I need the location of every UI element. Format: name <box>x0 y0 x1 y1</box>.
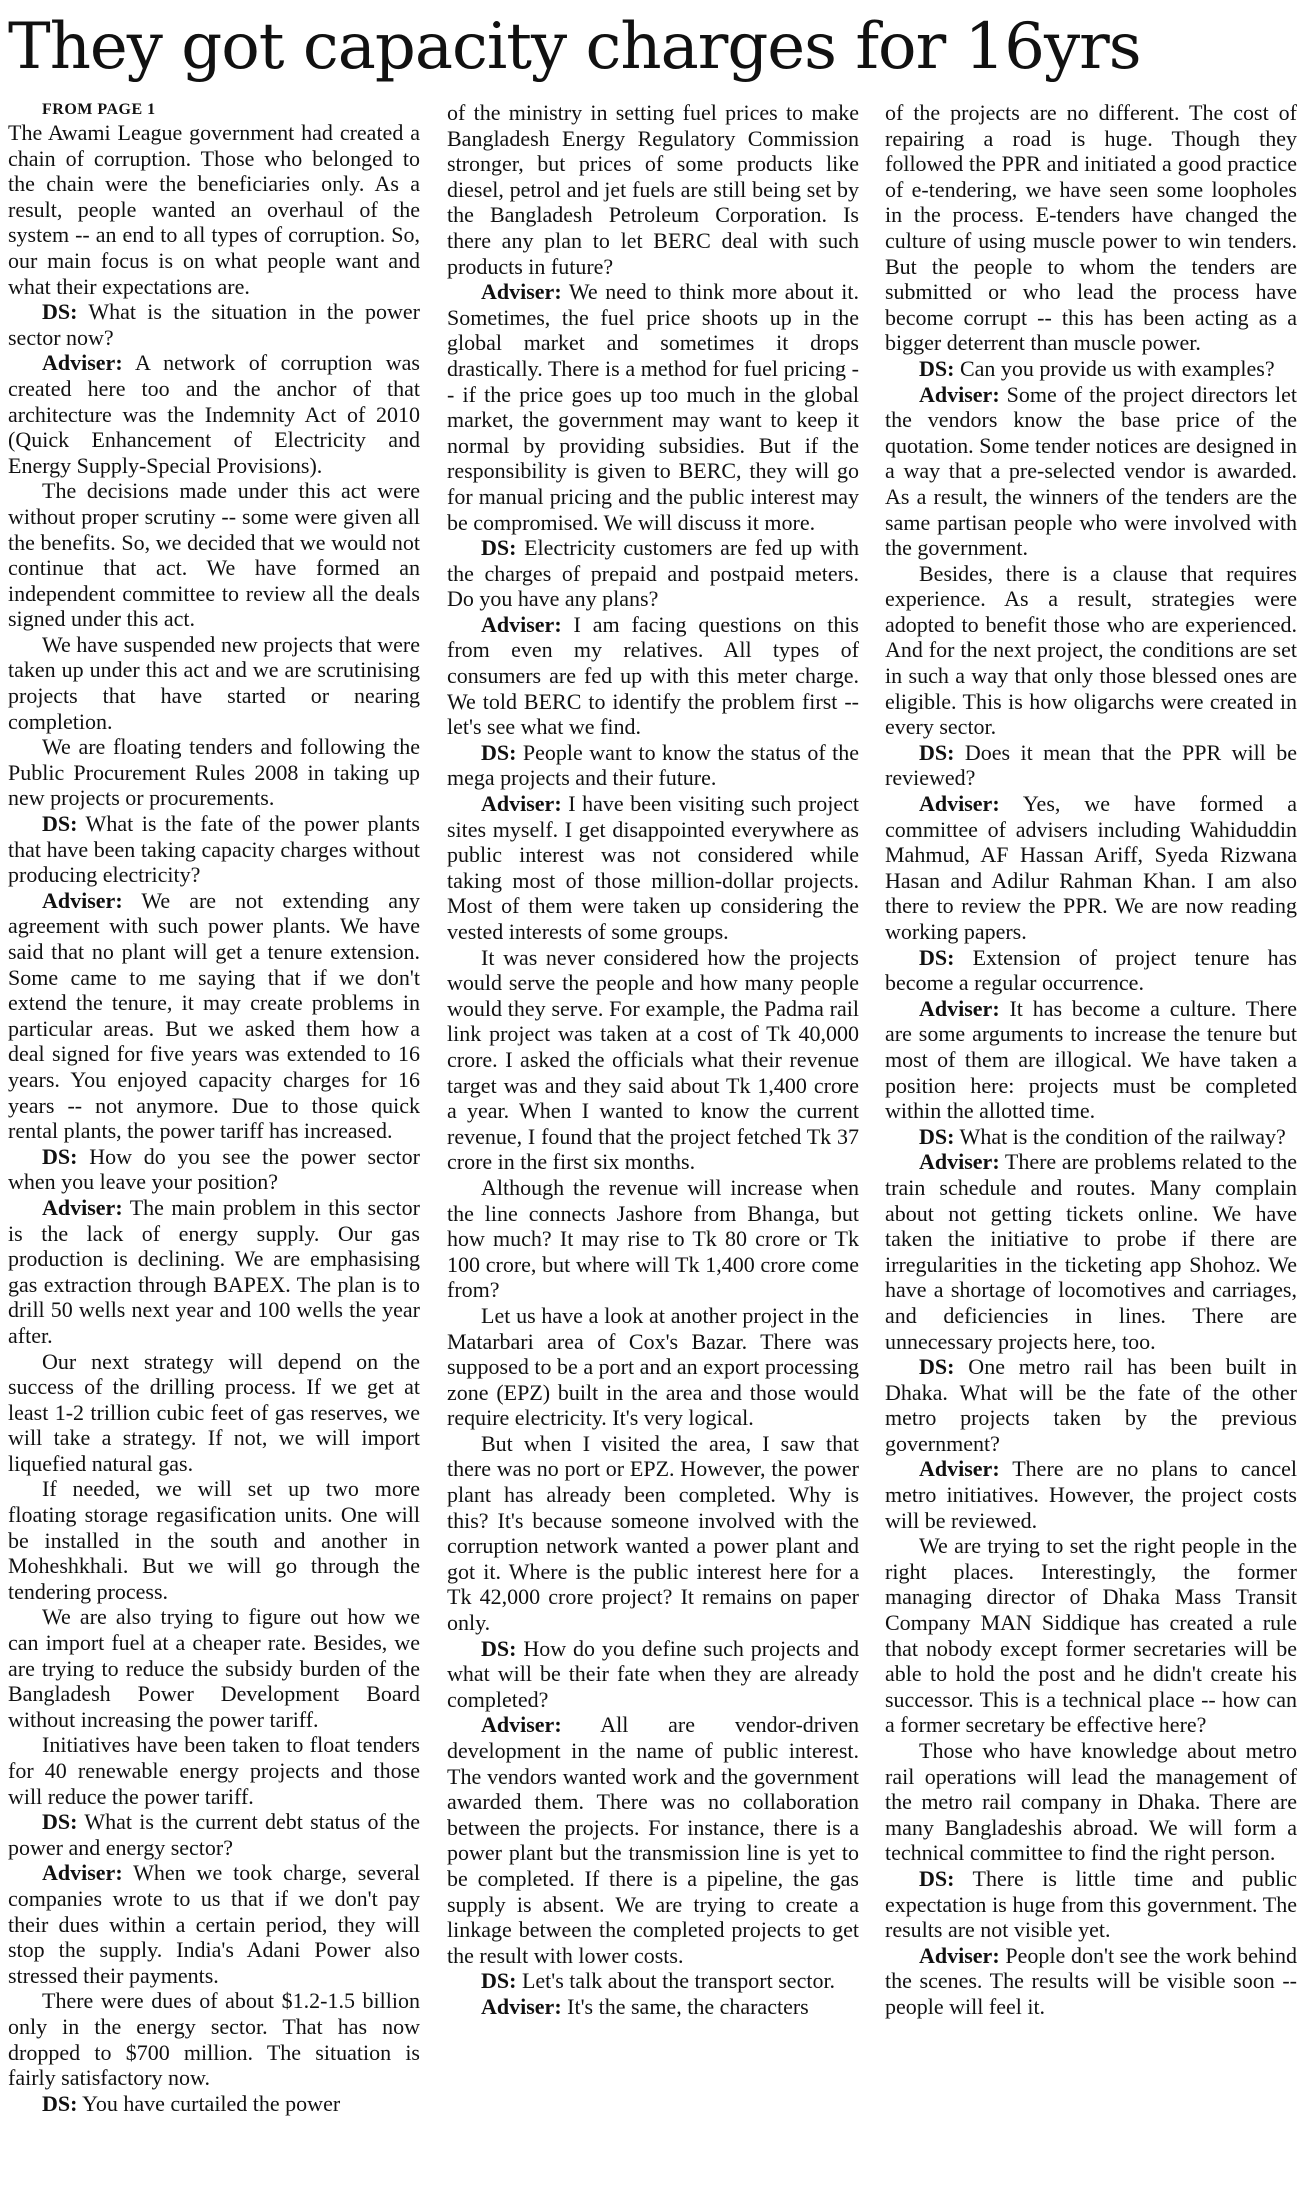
paragraph <box>447 1968 859 1994</box>
paragraph-text: We are trying to set the right people in the right places. Interestingly, the former managing director of Dhaka Mass Transit Company MAN Siddique has created a rule that nobody except former secretaries will be able to hold the post and he didn't create his successor. This is a technical place -- how can a former secretary be effective here? <box>885 1533 1297 1738</box>
paragraph <box>8 120 420 299</box>
paragraph <box>447 1994 859 2020</box>
speaker-label: DS: <box>42 299 78 325</box>
speaker-label: DS: <box>42 1809 78 1835</box>
paragraph <box>885 382 1297 561</box>
speaker-label: Adviser: <box>481 279 562 305</box>
paragraph-text: How do you see the power sector when you leave your position? <box>8 1143 420 1195</box>
paragraph <box>8 2091 420 2117</box>
paragraph <box>885 1124 1297 1150</box>
paragraph <box>8 811 420 888</box>
speaker-label: Adviser: <box>919 1149 1000 1175</box>
paragraph-text: of the projects are no different. The cost of repairing a road is huge. Though they followed the PPR and initiated a good practice of e-tendering, we have seen some loopholes in the process. E-tenders have changed the culture of using muscle power to win tenders. But the people to whom the tenders are submitted or who lead the process have become corrupt -- this has been acting as a bigger deterrent than muscle power. <box>885 100 1297 356</box>
paragraph-text: What is the fate of the power plants that have been taking capacity charges without producing electricity? <box>8 811 420 888</box>
speaker-label: DS: <box>481 739 517 765</box>
speaker-label: Adviser: <box>481 1712 562 1738</box>
paragraph <box>447 612 859 740</box>
paragraph <box>885 356 1297 382</box>
paragraph <box>447 945 859 1175</box>
paragraph-text: It has become a culture. There are some arguments to increase the tenure but most of them are illogical. We have taken a position here: projects must be completed within the allotted time. <box>885 995 1297 1124</box>
paragraph <box>885 1149 1297 1354</box>
kicker: FROM PAGE 1 <box>42 101 156 118</box>
paragraph <box>447 791 859 945</box>
paragraph-text: The Awami League government had created a chain of corruption. Those who belonged to the chain were the beneficiaries only. As a result, people wanted an overhaul of the system -- an end to all types of corruption. So, our main focus is on what people want and what their expectations are. <box>8 120 420 299</box>
article-column-2 <box>447 100 859 2020</box>
paragraph <box>447 740 859 791</box>
paragraph-text: Initiatives have been taken to float tenders for 40 renewable energy projects and those will reduce the power tariff. <box>8 1732 420 1809</box>
paragraph <box>8 1349 420 1477</box>
paragraph-text: The main problem in this sector is the lack of energy supply. Our gas production is declining. We are emphasising gas extraction through BAPEX. The plan is to drill 50 wells next year and 100 wells the year after. <box>8 1194 420 1348</box>
paragraph-text: Although the revenue will increase when the line connects Jashore from Bhanga, but how much? It may rise to Tk 80 crore or Tk 100 crore, but where will Tk 1,400 crore come from? <box>447 1174 859 1303</box>
paragraph-text: Electricity customers are fed up with the charges of prepaid and postpaid meters. Do you have any plans? <box>447 535 859 612</box>
speaker-label: DS: <box>919 739 955 765</box>
paragraph-text: Extension of project tenure has become a regular occurrence. <box>885 944 1297 996</box>
paragraph <box>885 1943 1297 2020</box>
paragraph <box>447 535 859 612</box>
paragraph-text: Let us have a look at another project in the Matarbari area of Cox's Bazar. There was supposed to be a port and an export processing zone (EPZ) built in the area and those would require electricity. It's very logical. <box>447 1302 859 1431</box>
paragraph-text: The decisions made under this act were without proper scrutiny -- some were given all the benefits. So, we decided that we would not continue that act. We have formed an independent committee to review all the deals signed under this act. <box>8 478 420 632</box>
speaker-label: DS: <box>919 355 955 381</box>
paragraph-text: But when I visited the area, I saw that there was no port or EPZ. However, the power plant has already been completed. Why is this? It's because someone involved with the corruption network wanted a power plant and got it. Where is the public interest here for a Tk 42,000 crore project? It remains on paper only. <box>447 1430 859 1636</box>
paragraph <box>8 1195 420 1349</box>
paragraph <box>8 1732 420 1809</box>
paragraph-text: It was never considered how the projects would serve the people and how many people would they serve. For example, the Padma rail link project was taken at a cost of Tk 40,000 crore. I asked the officials what their revenue target was and they said about Tk 1,400 crore a year. When I wanted to know the current revenue, I found that the project fetched Tk 37 crore in the first six months. <box>447 944 859 1175</box>
paragraph-text: A network of corruption was created here too and the anchor of that architecture was the Indemnity Act of 2010 (Quick Enhancement of Electricity and Energy Supply-Special Provisions). <box>8 350 420 478</box>
paragraph-text: We have suspended new projects that were taken up under this act and we are scrutinising projects that have started or nearing completion. <box>8 631 420 734</box>
speaker-label: DS: <box>481 535 517 561</box>
paragraph <box>885 740 1297 791</box>
speaker-label: Adviser: <box>481 791 562 817</box>
speaker-label: DS: <box>481 1968 517 1994</box>
paragraph <box>447 1636 859 1713</box>
speaker-label: Adviser: <box>919 381 1000 407</box>
paragraph-text: There were dues of about $1.2-1.5 billion only in the energy sector. That has now dropped to $700 million. The situation is fairly satisfactory now. <box>8 1988 420 2091</box>
paragraph <box>447 279 859 535</box>
speaker-label: Adviser: <box>42 1860 123 1886</box>
paragraph-text: There is little time and public expectation is huge from this government. The results are not visible yet. <box>885 1865 1297 1943</box>
paragraph <box>885 1738 1297 1866</box>
paragraph-text: It's the same, the characters <box>561 1993 809 2019</box>
paragraph-text: There are no plans to cancel metro initiatives. However, the project costs will be reviewed. <box>885 1456 1297 1533</box>
paragraph-text: When we took charge, several companies wrote to us that if we don't pay their dues within a certain period, they will stop the supply. India's Adani Power also stressed their payments. <box>8 1860 420 1988</box>
paragraph-text: I have been visiting such project sites myself. I get disappointed everywhere as public interest was not considered while taking most of those million-dollar projects. Most of them were taken up considering the vested interests of some groups. <box>447 791 859 944</box>
headline: They got capacity charges for 16yrs <box>8 10 1141 84</box>
paragraph <box>8 1604 420 1732</box>
speaker-label: DS: <box>919 944 955 970</box>
article-column-3 <box>885 100 1297 2020</box>
paragraph <box>8 350 420 478</box>
paragraph <box>8 632 420 734</box>
paragraph <box>8 299 420 350</box>
speaker-label: DS: <box>919 1865 955 1891</box>
paragraph <box>447 1712 859 1968</box>
paragraph <box>885 1354 1297 1456</box>
paragraph-text: of the ministry in setting fuel prices to make Bangladesh Energy Regulatory Commission stronger, but prices of some products like diesel, petrol and jet fuels are still being set by the Bangladesh Petroleum Corporation. Is there any plan to let BERC deal with such products in future? <box>447 100 859 279</box>
paragraph-text: I am facing questions on this from even my relatives. All types of consumers are fed up with this meter charge. We told BERC to identify the problem first -- let's see what we find. <box>447 611 859 740</box>
paragraph <box>885 945 1297 996</box>
speaker-label: DS: <box>42 1143 78 1169</box>
paragraph-text: Can you provide us with examples? <box>954 355 1275 381</box>
speaker-label: DS: <box>919 1123 955 1149</box>
paragraph <box>885 1456 1297 1533</box>
speaker-label: Adviser: <box>42 887 123 913</box>
speaker-label: DS: <box>481 1635 517 1661</box>
paragraph <box>885 996 1297 1124</box>
paragraph <box>885 1866 1297 1943</box>
paragraph <box>8 1476 420 1604</box>
paragraph <box>8 478 420 632</box>
speaker-label: Adviser: <box>42 350 123 376</box>
paragraph-text: We are floating tenders and following the Public Procurement Rules 2008 in taking up new projects or procurements. <box>8 734 420 811</box>
paragraph <box>885 100 1297 356</box>
paragraph-text: People don't see the work behind the scenes. The results will be visible soon -- people will feel it. <box>885 1942 1297 2019</box>
paragraph-text: What is the situation in the power sector now? <box>8 299 420 350</box>
speaker-label: Adviser: <box>919 1942 1000 1968</box>
paragraph-text: There are problems related to the train schedule and routes. Many complain about not getting tickets online. We have taken the initiative to probe if there are irregularities in the ticketing app Shohoz. We have a shortage of locomotives and carriages, and deficiencies in lines. There are unnecessary projects here, too. <box>885 1149 1297 1354</box>
paragraph-text: One metro rail has been built in Dhaka. What will be the fate of the other metro projects taken by the previous government? <box>885 1354 1297 1456</box>
paragraph-text: What is the current debt status of the power and energy sector? <box>8 1809 420 1860</box>
paragraph <box>447 100 859 279</box>
paragraph-text: Besides, there is a clause that requires experience. As a result, strategies were adopted to benefit those who are experienced. And for the next project, the conditions are set in such a way that only those blessed ones are eligible. This is how oligarchs were created in every sector. <box>885 560 1297 740</box>
paragraph-text: You have curtailed the power <box>77 2090 341 2116</box>
speaker-label: Adviser: <box>919 791 1000 817</box>
paragraph-text: All are vendor-driven development in the name of public interest. The vendors wanted work and the government awarded them. There was no collaboration between the projects. For instance, there is a power plant but the transmission line is yet to be completed. If there is a pipeline, the gas supply is absent. We are trying to create a linkage between the completed projects to get the result with lower costs. <box>447 1712 859 1968</box>
paragraph <box>885 1533 1297 1738</box>
speaker-label: DS: <box>42 811 78 837</box>
paragraph <box>8 734 420 811</box>
paragraph <box>885 791 1297 945</box>
paragraph <box>8 1860 420 1988</box>
paragraph <box>8 888 420 1144</box>
paragraph-text: Yes, we have formed a committee of advisers including Wahiduddin Mahmud, AF Hassan Ariff, Syeda Rizwana Hasan and Adilur Rahman Khan. I am also there to review the PPR. We are now reading working papers. <box>885 791 1297 944</box>
paragraph-text: We need to think more about it. Sometimes, the fuel price shoots up in the global market and sometimes it drops drastically. There is a method for fuel pricing -- if the price goes up too much in the global market, the government may want to keep it normal by providing subsidies. But if the responsibility is given to BERC, they will go for manual pricing and the public interest may be compromised. We will discuss it more. <box>447 279 859 535</box>
paragraph <box>447 1303 859 1431</box>
paragraph-text: We are not extending any agreement with such power plants. We have said that no plant will get a tenure extension. Some came to me saying that if we don't extend the tenure, it may create problems in particular areas. But we asked them how a deal signed for five years was extended to 16 years. You enjoyed capacity charges for 16 years -- not anymore. Due to those quick rental plants, the power tariff has increased. <box>8 887 420 1144</box>
paragraph-text: What is the condition of the railway? <box>954 1123 1286 1149</box>
paragraph <box>447 1175 859 1303</box>
paragraph-text: If needed, we will set up two more floating storage regasification units. One will be installed in the south and another in Moheshkhali. But we will go through the tendering process. <box>8 1476 420 1604</box>
speaker-label: Adviser: <box>42 1194 123 1220</box>
paragraph-text: Our next strategy will depend on the success of the drilling process. If we get at least 1-2 trillion cubic feet of gas reserves, we will take a strategy. If not, we will import liquefied natural gas. <box>8 1348 420 1476</box>
speaker-label: Adviser: <box>919 995 1000 1021</box>
speaker-label: Adviser: <box>481 611 562 637</box>
paragraph <box>8 1144 420 1195</box>
article-column-1 <box>8 100 420 2116</box>
paragraph <box>8 1809 420 1860</box>
paragraph-text: Those who have knowledge about metro rail operations will lead the management of the metro rail company in Dhaka. There are many Bangladeshis abroad. We will form a technical committee to find the right person. <box>885 1738 1297 1866</box>
speaker-label: Adviser: <box>481 1993 562 2019</box>
paragraph <box>8 1988 420 2090</box>
speaker-label: DS: <box>42 2090 78 2116</box>
paragraph-text: We are also trying to figure out how we can import fuel at a cheaper rate. Besides, we are trying to reduce the subsidy burden of the Bangladesh Power Development Board without increasing the power tariff. <box>8 1604 420 1732</box>
paragraph-text: Let's talk about the transport sector. <box>516 1968 836 1994</box>
paragraph <box>885 561 1297 740</box>
paragraph-text: People want to know the status of the mega projects and their future. <box>447 739 859 791</box>
paragraph <box>447 1431 859 1636</box>
paragraph-text: Some of the project directors let the vendors know the base price of the quotation. Some tender notices are designed in a way that a pre-selected vendor is awarded. As a result, the winners of the tenders are the same partisan people who were involved with the government. <box>885 381 1297 561</box>
speaker-label: DS: <box>919 1354 955 1380</box>
speaker-label: Adviser: <box>919 1456 1000 1482</box>
paragraph-text: How do you define such projects and what will be their fate when they are already completed? <box>447 1635 859 1712</box>
paragraph-text: Does it mean that the PPR will be reviewed? <box>885 739 1297 791</box>
